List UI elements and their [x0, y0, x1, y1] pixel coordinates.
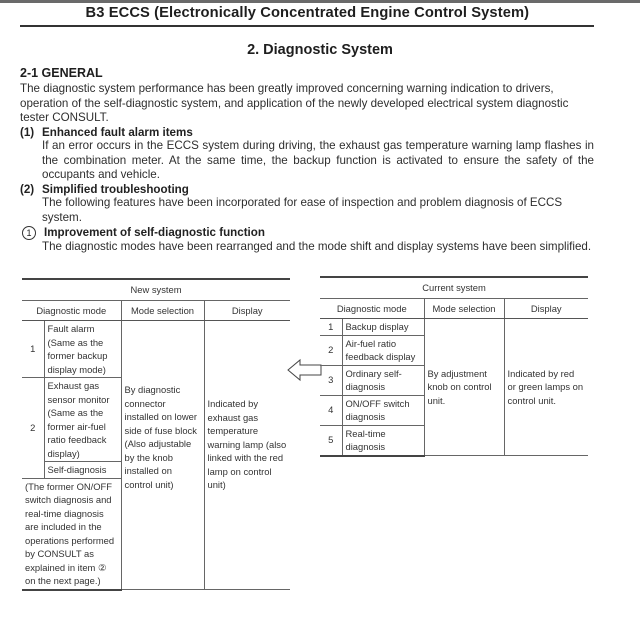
current-header-display: Display: [504, 298, 588, 319]
new-header-diagnostic-mode: Diagnostic mode: [22, 300, 121, 321]
item-1-title: Enhanced fault alarm items: [42, 126, 193, 139]
item-1-heading: [20, 126, 193, 139]
current-system-caption: Current system: [320, 277, 588, 298]
table-row: [320, 319, 588, 336]
item-2-heading: [20, 183, 189, 196]
current-system-table: [320, 276, 588, 457]
item-2-number: (2): [20, 183, 35, 196]
row-number: 2: [320, 335, 342, 365]
subitem-title: Improvement of self-diagnostic function: [44, 226, 265, 239]
section-title: 2. Diagnostic System: [247, 42, 393, 58]
row-mode: Real-time diagnosis: [342, 425, 424, 456]
row-number: 1: [320, 319, 342, 336]
row-mode: Air-fuel ratio feedback display: [342, 335, 424, 365]
row-mode: Exhaust gas sensor monitor (Same as the former air-fuel ratio feedback display): [44, 378, 121, 462]
row-mode: Self-diagnosis: [44, 462, 121, 479]
page-header: [20, 4, 594, 27]
subitem-heading: [22, 226, 265, 240]
row-number: 5: [320, 425, 342, 456]
current-header-diagnostic-mode: Diagnostic mode: [320, 298, 424, 319]
circled-number-icon: 1: [22, 226, 36, 240]
general-heading: 2-1 GENERAL: [20, 66, 103, 80]
item-1-number: (1): [20, 126, 35, 139]
new-header-mode-selection: Mode selection: [121, 300, 204, 321]
page-header-title: B3 ECCS (Electronically Concentrated Engine Control System): [85, 4, 529, 21]
item-2-text: The following features have been incorporated for ease of inspection and problem diagnosis of ECCS system.: [42, 196, 563, 224]
row-mode: ON/OFF switch diagnosis: [342, 395, 424, 425]
row-number: 3: [320, 365, 342, 395]
row-number: 4: [320, 395, 342, 425]
row-number: 1: [22, 321, 44, 378]
subitem-text: The diagnostic modes have been rearranged and the mode shift and display systems have been simplified.: [42, 240, 592, 253]
new-system-caption: New system: [22, 279, 290, 300]
new-note: (The former ON/OFF switch diagnosis and real-time diagnosis are included in the operations performed by CONSULT as explained in item ② on the next page.): [22, 478, 121, 590]
row-mode: Fault alarm (Same as the former backup display mode): [44, 321, 121, 378]
table-row: [22, 321, 290, 378]
new-header-display: Display: [204, 300, 290, 321]
current-display: Indicated by red or green lamps on control unit.: [504, 319, 588, 456]
left-arrow-icon: [287, 358, 323, 382]
top-border: [0, 0, 640, 3]
general-intro: The diagnostic system performance has been greatly improved concerning warning indication to drivers, operation of the self-diagnostic system, and application of the newly developed electrical system diagnostic tester CONSULT.: [20, 82, 569, 124]
new-display: Indicated by exhaust gas temperature warning lamp (also linked with the red lamp on control unit): [204, 321, 290, 590]
item-2-title: Simplified troubleshooting: [42, 183, 189, 196]
current-mode-selection: By adjustment knob on control unit.: [424, 319, 504, 456]
row-mode: Ordinary self-diagnosis: [342, 365, 424, 395]
new-system-table: [22, 278, 290, 591]
row-mode: Backup display: [342, 319, 424, 336]
item-1-text: If an error occurs in the ECCS system during driving, the exhaust gas temperature warning lamp flashes in the combination meter. At the same time, the backup function is activated to ensure the safety of the occupants and vehicle.: [42, 139, 594, 181]
current-header-mode-selection: Mode selection: [424, 298, 504, 319]
new-mode-selection: By diagnostic connector installed on lower side of fuse block (Also adjustable by the knob installed on control unit): [121, 321, 204, 590]
row-number: 2: [22, 378, 44, 479]
